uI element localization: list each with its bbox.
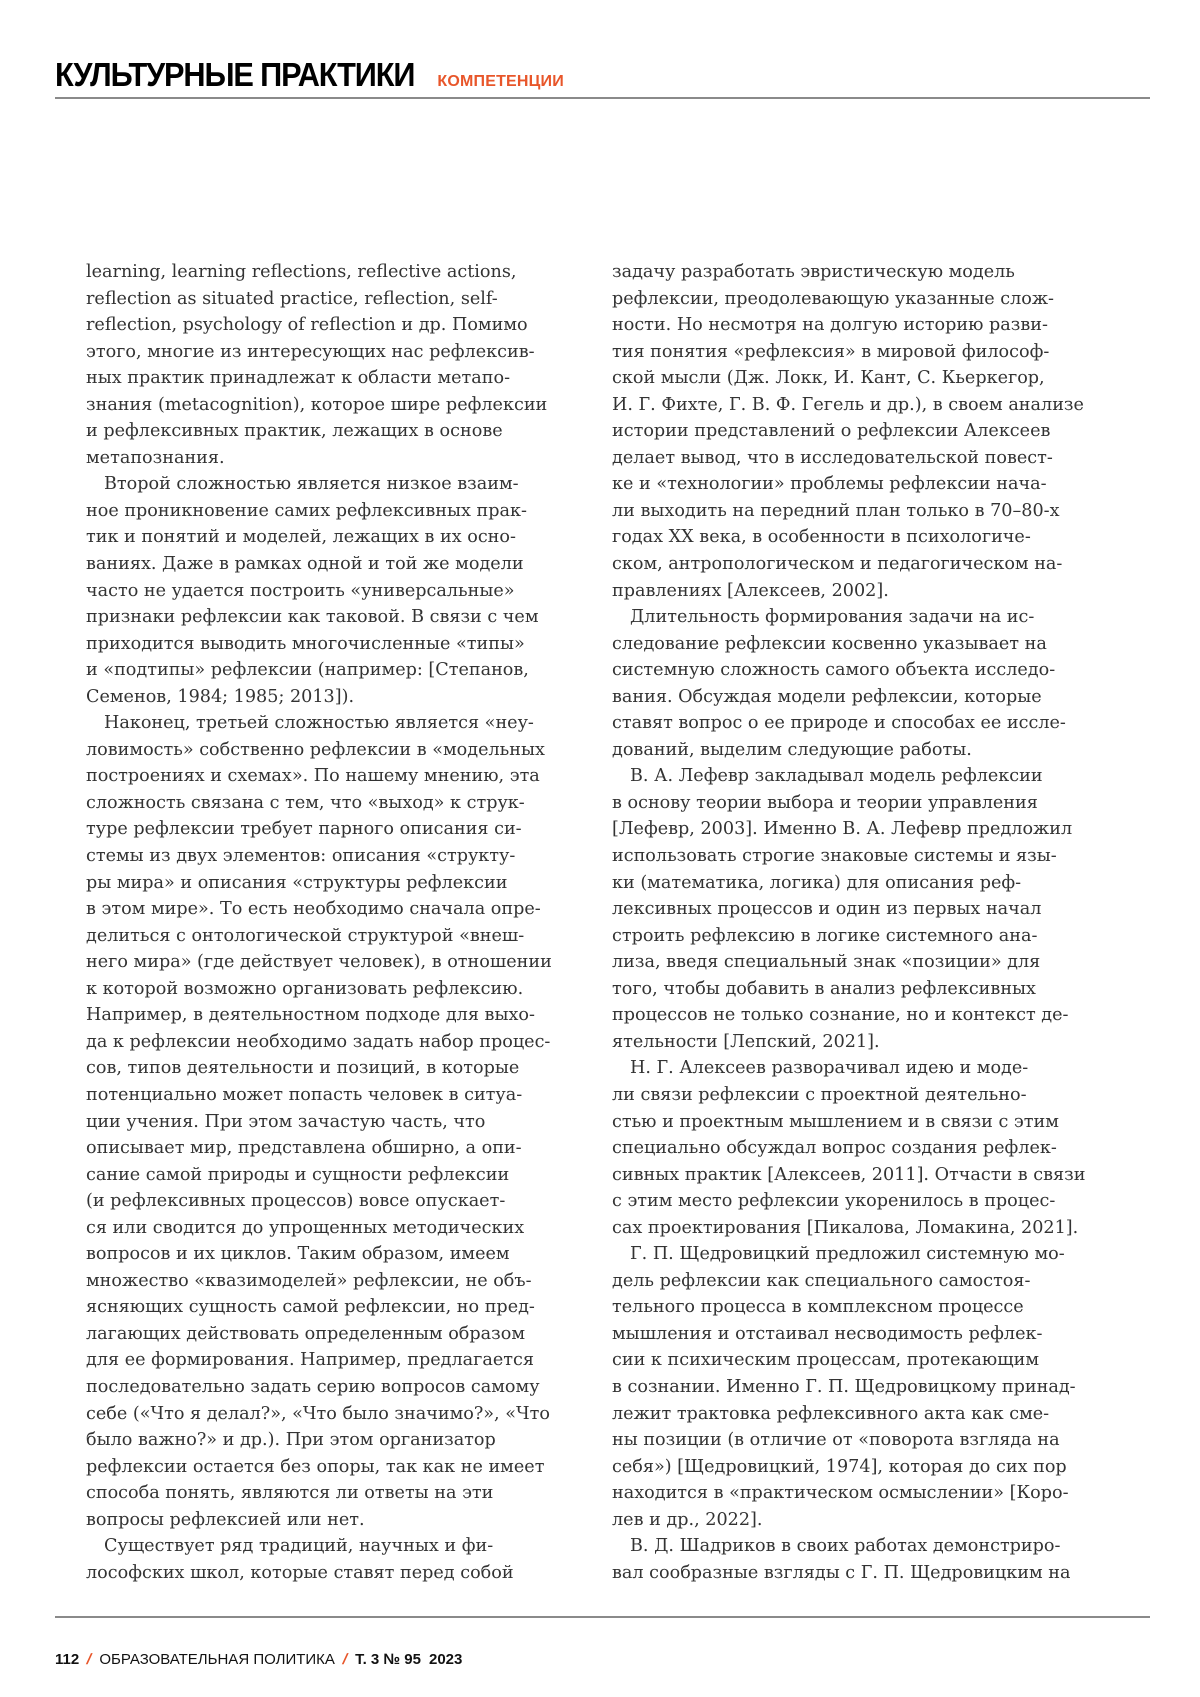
text-line: сии к психическим процессам, протекающим [612,1347,1132,1374]
footer-separator: / [341,1651,350,1668]
text-line: следование рефлексии косвенно указывает на [612,631,1132,658]
text-line: ваниях. Даже в рамках одной и той же модели [86,551,606,578]
text-line: Например, в деятельностном подходе для выхо- [86,1002,606,1029]
text-line: ное проникновение самих рефлексивных прак- [86,498,606,525]
text-line: (и рефлексивных процессов) вовсе опускает- [86,1188,606,1215]
text-line: ской мысли (Дж. Локк, И. Кант, С. Кьеркегор, [612,365,1132,392]
text-line: последовательно задать серию вопросов самому [86,1374,606,1401]
text-line: В. Д. Шадриков в своих работах демонстриро- [612,1533,1132,1560]
text-line: ных практик принадлежат к области метапо- [86,365,606,392]
text-line: И. Г. Фихте, Г. В. Ф. Гегель и др.), в своем анализе [612,392,1132,419]
text-line: того, чтобы добавить в анализ рефлексивных [612,976,1132,1003]
text-line: вал сообразные взгляды с Г. П. Щедровицким на [612,1560,1132,1587]
text-line: вопросы рефлексией или нет. [86,1507,606,1534]
text-line: себе («Что я делал?», «Что было значимо?», «Что [86,1401,606,1428]
paragraph [612,604,1132,763]
text-line: строить рефлексию в логике системного ана- [612,923,1132,950]
text-line: сложность связана с тем, что «выход» к струк- [86,790,606,817]
text-line: ки (математика, логика) для описания реф- [612,870,1132,897]
text-line: тик и понятий и моделей, лежащих в их осно- [86,524,606,551]
text-line: вания. Обсуждая модели рефлексии, которые [612,684,1132,711]
text-line: для ее формирования. Например, предлагается [86,1347,606,1374]
text-line: правлениях [Алексеев, 2002]. [612,578,1132,605]
text-line: рефлексии, преодолевающую указанные слож- [612,286,1132,313]
text-line: да к рефлексии необходимо задать набор процес- [86,1029,606,1056]
text-line: туре рефлексии требует парного описания си- [86,816,606,843]
issue-number: Т. 3 № 95 [355,1651,421,1668]
text-line: сивных практик [Алексеев, 2011]. Отчасти в связи [612,1162,1132,1189]
text-column-left [86,259,606,1586]
text-line: reflection, psychology of reflection и др. Помимо [86,312,606,339]
text-line: себя») [Щедровицкий, 1974], которая до сих пор [612,1454,1132,1481]
text-line: ставят вопрос о ее природе и способах ее иссле- [612,710,1132,737]
text-line: Наконец, третьей сложностью является «неу- [86,710,606,737]
text-line: стью и проектным мышлением и в связи с этим [612,1109,1132,1136]
text-line: дель рефлексии как специального самостоя- [612,1268,1132,1295]
text-line: мышления и отстаивал несводимость рефлек- [612,1321,1132,1348]
text-line: ны позиции (в отличие от «поворота взгляда на [612,1427,1132,1454]
text-line: метапознания. [86,445,606,472]
text-line: Существует ряд традиций, научных и фи- [86,1533,606,1560]
paragraph [612,763,1132,1055]
text-line: ясняющих сущность самой рефлексии, но пред- [86,1294,606,1321]
text-line: способа понять, являются ли ответы на эти [86,1480,606,1507]
issue-year: 2023 [429,1651,462,1668]
journal-name: ОБРАЗОВАТЕЛЬНАЯ ПОЛИТИКА [99,1651,335,1668]
running-footer [55,1651,462,1668]
header-divider [55,97,1150,99]
text-line: Второй сложностью является низкое взаим- [86,471,606,498]
text-line: Н. Г. Алексеев разворачивал идею и моде- [612,1055,1132,1082]
text-line: ности. Но несмотря на долгую историю разви- [612,312,1132,339]
text-line: ском, антропологическом и педагогическом на- [612,551,1132,578]
paragraph [86,471,606,710]
text-line: знания (metacognition), которое шире рефлексии [86,392,606,419]
text-line: множество «квазимоделей» рефлексии, не объ- [86,1268,606,1295]
text-line: learning, learning reflections, reflective actions, [86,259,606,286]
text-line: истории представлений о рефлексии Алексеев [612,418,1132,445]
paragraph [612,259,1132,604]
text-column-right [612,259,1132,1586]
text-line: ции учения. При этом зачастую часть, что [86,1109,606,1136]
footer-divider [55,1616,1150,1618]
text-line: ятельности [Лепский, 2021]. [612,1029,1132,1056]
page-number: 112 [55,1651,79,1668]
text-line: дований, выделим следующие работы. [612,737,1132,764]
text-line: сов, типов деятельности и позиций, в которые [86,1055,606,1082]
text-line: лософских школ, которые ставят перед собой [86,1560,606,1587]
text-line: специально обсуждал вопрос создания рефлек- [612,1135,1132,1162]
text-line: лев и др., 2022]. [612,1507,1132,1534]
text-line: стемы из двух элементов: описания «структу- [86,843,606,870]
text-line: часто не удается построить «универсальные» [86,578,606,605]
text-line: лагающих действовать определенным образом [86,1321,606,1348]
text-line: вопросов и их циклов. Таким образом, имеем [86,1241,606,1268]
text-line: тельного процесса в комплексном процессе [612,1294,1132,1321]
text-line: описывает мир, представлена обширно, а опи- [86,1135,606,1162]
text-line: годах XX века, в особенности в психологиче- [612,524,1132,551]
text-line: ке и «технологии» проблемы рефлексии нача- [612,471,1132,498]
text-line: лиза, введя специальный знак «позиции» для [612,949,1132,976]
running-header [55,56,564,94]
text-line: В. А. Лефевр закладывал модель рефлексии [612,763,1132,790]
text-line: рефлексии остается без опоры, так как не имеет [86,1454,606,1481]
text-line: системную сложность самого объекта исследо- [612,657,1132,684]
text-line: ры мира» и описания «структуры рефлексии [86,870,606,897]
text-line: сание самой природы и сущности рефлексии [86,1162,606,1189]
text-line: задачу разработать эвристическую модель [612,259,1132,286]
text-line: [Лефевр, 2003]. Именно В. А. Лефевр предложил [612,816,1132,843]
text-line: Г. П. Щедровицкий предложил системную мо- [612,1241,1132,1268]
paragraph [86,259,606,471]
text-line: и «подтипы» рефлексии (например: [Степанов, [86,657,606,684]
text-line: построениях и схемах». По нашему мнению, эта [86,763,606,790]
text-line: Семенов, 1984; 1985; 2013]). [86,684,606,711]
text-line: было важно?» и др.). При этом организатор [86,1427,606,1454]
text-line: этого, многие из интересующих нас рефлексив- [86,339,606,366]
text-line: ся или сводится до упрощенных методических [86,1215,606,1242]
text-line: находится в «практическом осмыслении» [Коро- [612,1480,1132,1507]
text-line: Длительность формирования задачи на ис- [612,604,1132,631]
paragraph [612,1533,1132,1586]
text-line: приходится выводить многочисленные «типы» [86,631,606,658]
text-line: ли выходить на передний план только в 70–80-х [612,498,1132,525]
paragraph [86,1533,606,1586]
text-line: с этим место рефлексии укоренилось в процес- [612,1188,1132,1215]
text-line: к которой возможно организовать рефлексию. [86,976,606,1003]
text-line: сах проектирования [Пикалова, Ломакина, 2021]. [612,1215,1132,1242]
text-line: потенциально может попасть человек в ситуа- [86,1082,606,1109]
text-line: делиться с онтологической структурой «внеш- [86,923,606,950]
text-line: использовать строгие знаковые системы и язы- [612,843,1132,870]
text-line: в сознании. Именно Г. П. Щедровицкому принад- [612,1374,1132,1401]
paragraph [612,1241,1132,1533]
text-line: него мира» (где действует человек), в отношении [86,949,606,976]
text-line: делает вывод, что в исследовательской повест- [612,445,1132,472]
footer-separator: / [85,1651,94,1668]
rubric-title: КУЛЬТУРНЫЕ ПРАКТИКИ [55,56,414,94]
text-line: лежит трактовка рефлексивного акта как сме- [612,1401,1132,1428]
text-line: признаки рефлексии как таковой. В связи с чем [86,604,606,631]
text-line: и рефлексивных практик, лежащих в основе [86,418,606,445]
text-line: ловимость» собственно рефлексии в «модельных [86,737,606,764]
paragraph [612,1055,1132,1241]
text-line: лексивных процессов и один из первых начал [612,896,1132,923]
text-line: в этом мире». То есть необходимо сначала опре- [86,896,606,923]
text-line: тия понятия «рефлексия» в мировой философ- [612,339,1132,366]
paragraph [86,710,606,1533]
text-line: процессов не только сознание, но и контекст де- [612,1002,1132,1029]
text-line: в основу теории выбора и теории управления [612,790,1132,817]
text-line: reflection as situated practice, reflection, self- [86,286,606,313]
rubric-section: КОМПЕТЕНЦИИ [437,73,564,91]
text-line: ли связи рефлексии с проектной деятельно- [612,1082,1132,1109]
